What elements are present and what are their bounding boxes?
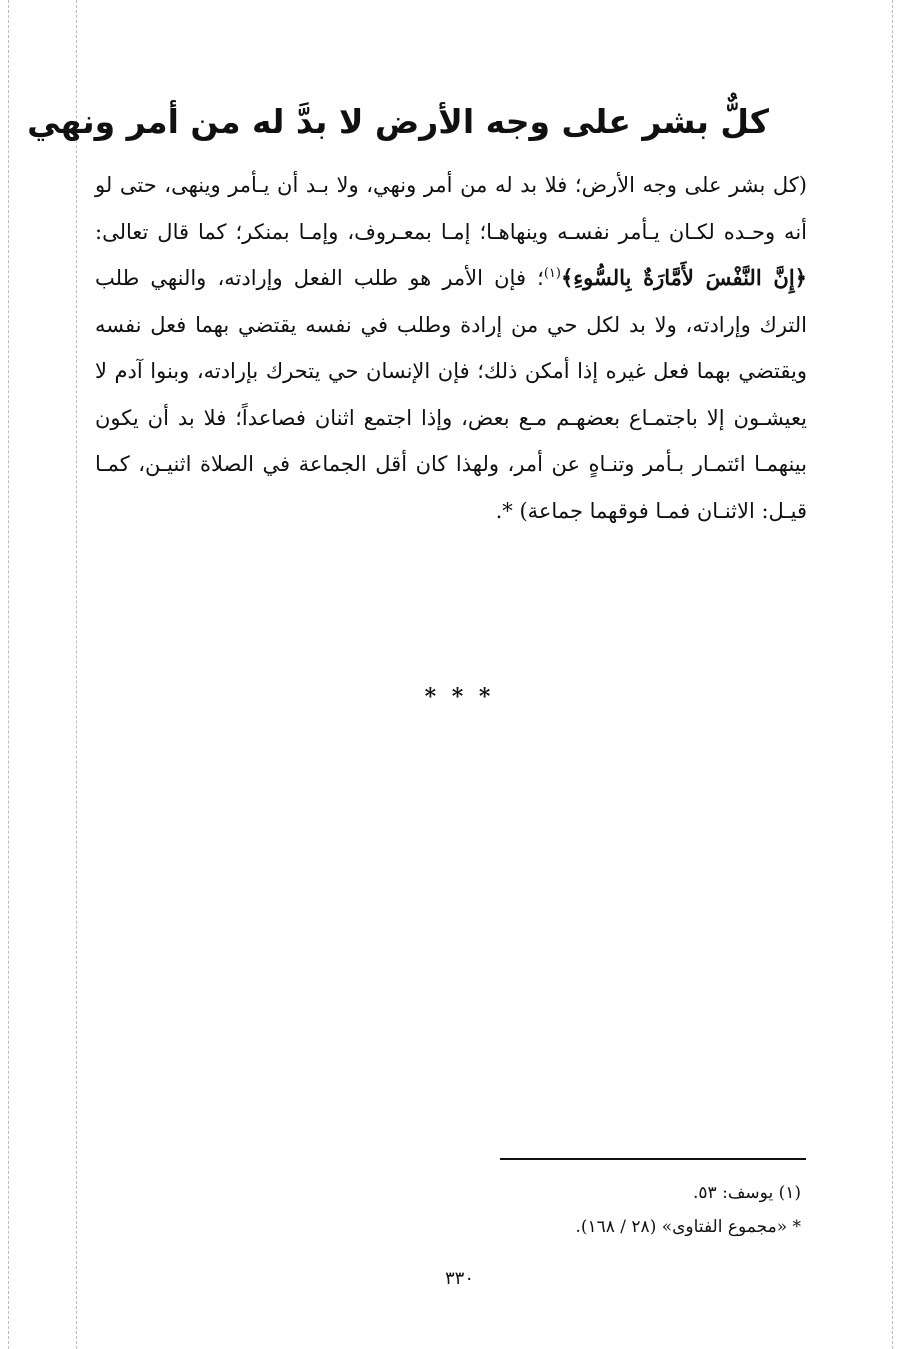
body-text-after-verse: ؛ فإن الأمر هو طلب الفعل وإرادته، والنهي طلب الترك وإرادته، ولا بد لكل حي من إرادة وطلب في نفسه يقتضي بهما فعل نفسه ويقتضي بهما فعل غيره إذا أمكن ذلك؛ فإن الإنسان حي يتحرك بإرادته، وبنوا آدم لا يعيشـون إلا باجتمـاع بعضهـم مـع بعض، وإذا اجتمع اثنان فصاعداً؛ فلا بد أن يكون بينهمـا ائتمـار بـأمر وتنـاهٍ عن أمر، ولهذا كان أقل الجماعة في الصلاة اثنيـن، كمـا قيـل: الاثنـان فمـا فوقهما جماعة)	[95, 266, 807, 523]
footnote-2: * «مجموع الفتاوى» (٢٨ / ١٦٨).	[575, 1217, 801, 1237]
footnote-1: (١) يوسف: ٥٣.	[693, 1183, 801, 1203]
right-margin-rule	[892, 0, 893, 1349]
section-separator: * * *	[424, 684, 495, 710]
inner-margin-rule	[76, 0, 77, 1349]
quran-verse: ﴿إِنَّ النَّفْسَ لأَمَّارَةٌ بِالسُّوءِ﴾	[560, 265, 807, 290]
left-margin-rule	[8, 0, 9, 1349]
page-number: ٣٣٠	[444, 1268, 474, 1289]
body-paragraph	[95, 162, 807, 534]
page-title: كلٌّ بشر على وجه الأرض لا بدَّ له من أمر ونهي	[27, 102, 769, 141]
citation-end-mark: *.	[495, 498, 513, 523]
footnote-reference: (١)	[543, 266, 561, 281]
footnote-divider	[500, 1158, 806, 1160]
body-text-before-verse: (كل بشر على وجه الأرض؛ فلا بد له من أمر ونهي، ولا بـد أن يـأمر وينهى، حتى لو أنه وحـده لكـان يـأمر نفسـه وينهاهـا؛ إمـا بمعـروف، وإمـا بمنكر؛ كما قال تعالى:	[95, 173, 807, 244]
